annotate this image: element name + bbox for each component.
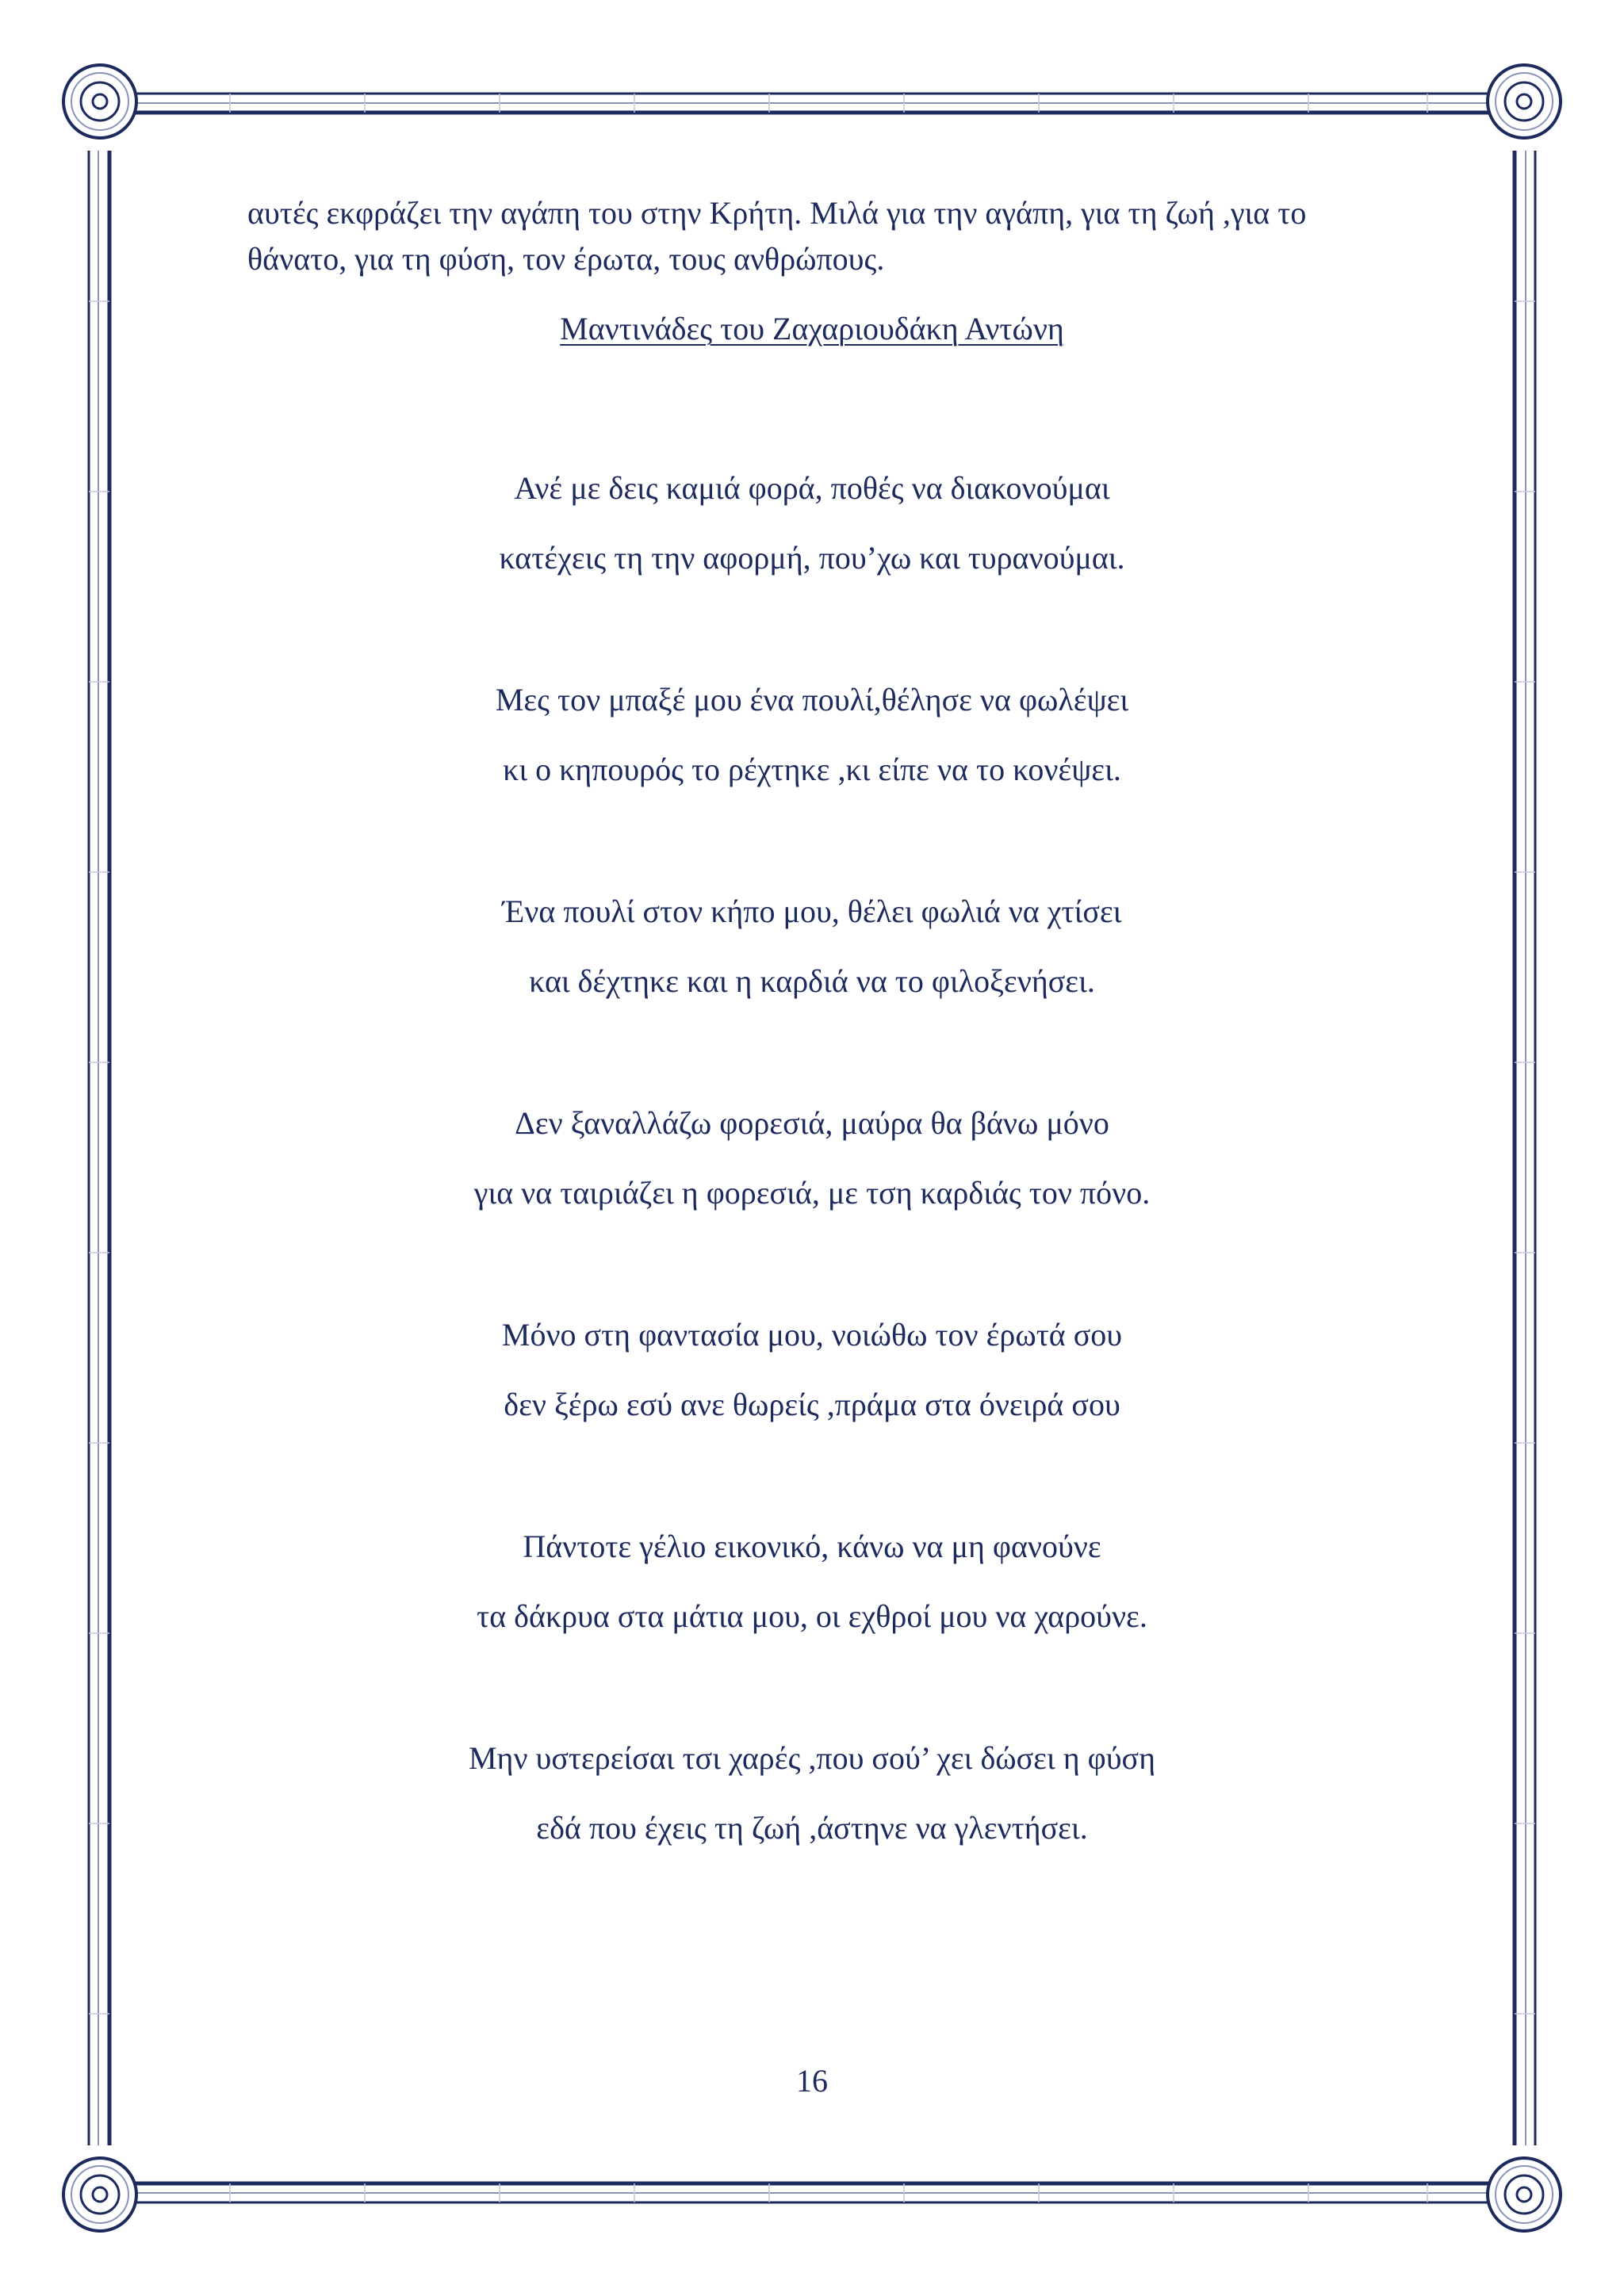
section-heading: Μαντινάδες του Ζαχαριουδάκη Αντώνη xyxy=(560,311,1064,346)
intro-line: αυτές εκφράζει την αγάπη του στην Κρήτη. Μιλά για την αγάπη, για τη ζωή ,για το xyxy=(247,195,1307,231)
mantinades-list xyxy=(0,453,1624,1935)
verse-line: Μόνο στη φαντασία μου, νοιώθω τον έρωτά σου xyxy=(501,1317,1123,1353)
verse-line: Πάντοτε γέλιο εικονικό, κάνω να μη φανούνε xyxy=(523,1529,1101,1564)
intro-paragraph xyxy=(247,190,1389,282)
verse-line: δεν ξέρω εσύ ανε θωρείς ,πράμα στα όνειρά σου xyxy=(504,1387,1120,1422)
stanza xyxy=(0,1300,1624,1512)
page-number: 16 xyxy=(796,2063,828,2099)
verse-line: Μες τον μπαξέ μου ένα πουλί,θέλησε να φωλέψει xyxy=(495,682,1129,718)
verse-line: Ανέ με δεις καμιά φορά, ποθές να διακονούμαι xyxy=(514,470,1110,506)
stanza xyxy=(0,1512,1624,1724)
verse-line: Μην υστερείσαι τσι χαρές ,που σού’ χει δώσει η φύση xyxy=(468,1740,1156,1776)
verse-line: κι ο κηπουρός το ρέχτηκε ,κι είπε να το κονέψει. xyxy=(503,752,1121,787)
intro-line: θάνατο, για τη φύση, τον έρωτα, τους ανθρώπους. xyxy=(247,241,885,277)
verse-line: και δέχτηκε και η καρδιά να το φιλοξενήσει. xyxy=(529,963,1095,999)
verse-line: κατέχεις τη την αφορμή, που’χω και τυρανούμαι. xyxy=(499,540,1125,576)
verse-line: Δεν ξαναλλάζω φορεσιά, μαύρα θα βάνω μόνο xyxy=(515,1105,1109,1141)
verse-line: Ένα πουλί στον κήπο μου, θέλει φωλιά να χτίσει xyxy=(502,894,1122,929)
stanza xyxy=(0,453,1624,665)
verse-line: εδά που έχεις τη ζωή ,άστηνε να γλεντήσει. xyxy=(536,1810,1088,1846)
verse-line: τα δάκρυα στα μάτια μου, οι εχθροί μου να χαρούνε. xyxy=(477,1598,1147,1634)
stanza xyxy=(0,1724,1624,1935)
stanza xyxy=(0,665,1624,877)
stanza xyxy=(0,1089,1624,1300)
verse-line: για να ταιριάζει η φορεσιά, με τση καρδιάς τον πόνο. xyxy=(473,1175,1151,1211)
stanza xyxy=(0,877,1624,1089)
